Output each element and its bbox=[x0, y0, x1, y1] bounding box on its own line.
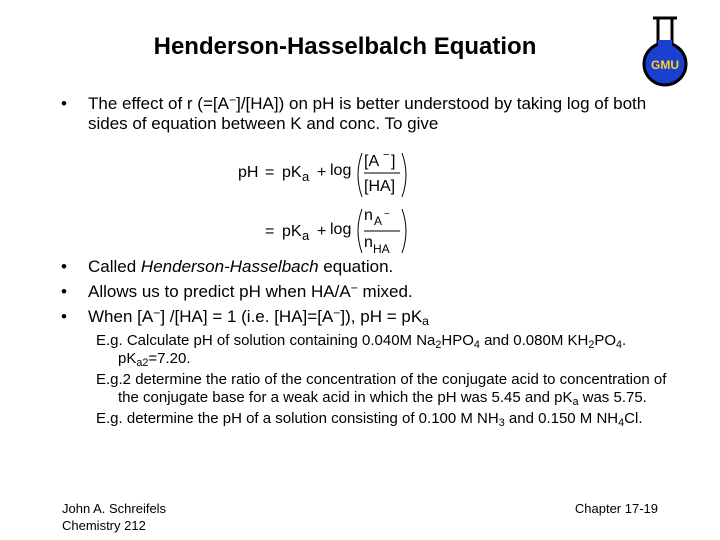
svg-text:=: = bbox=[265, 164, 275, 181]
bullet-item: • The effect of r (=[A−]/[HA]) on pH is better understood by taking log of both sides of equation between K and conc. To give bbox=[56, 94, 676, 134]
henderson-hasselbalch-equation bbox=[230, 145, 430, 257]
logo-text: GMU bbox=[651, 58, 679, 72]
slide-title: Henderson-Hasselbalch Equation bbox=[153, 33, 537, 60]
svg-text:n: n bbox=[364, 234, 373, 251]
svg-text:−: − bbox=[383, 149, 390, 161]
svg-text:a: a bbox=[302, 169, 310, 184]
svg-text:[HA]: [HA] bbox=[364, 178, 396, 195]
bullet-item: • Allows us to predict pH when HA/A− mixed. bbox=[56, 282, 676, 302]
svg-text:+: + bbox=[317, 223, 327, 240]
svg-text:log: log bbox=[330, 221, 352, 238]
svg-text:a: a bbox=[302, 228, 310, 243]
footer-left bbox=[62, 500, 166, 534]
svg-text:A: A bbox=[374, 214, 383, 228]
svg-text:pH: pH bbox=[238, 164, 259, 181]
footer-course: Chemistry 212 bbox=[62, 518, 146, 533]
svg-text:=: = bbox=[265, 223, 275, 240]
svg-text:−: − bbox=[384, 209, 390, 220]
footer-chapter: Chapter 17-19 bbox=[574, 501, 658, 516]
svg-text:HA: HA bbox=[373, 242, 390, 256]
example-item: E.g. determine the pH of a solution consisting of 0.100 M $NH_3$ and 0.150 M $NH_4Cl$. bbox=[96, 410, 643, 429]
example-item: E.g.2 determine the ratio of the concentration of the conjugate acid to concentration of the conjugate base for a weak acid in which the pH was 5.45 and $pK_a$ was 5.75. bbox=[96, 371, 667, 408]
bullet-item: • When [A−] /[HA] = 1 (i.e. [HA]=[A−]), pH = $pK_a$ bbox=[56, 307, 676, 327]
example-item: E.g. Calculate pH of solution containing 0.040M $Na_2HPO_4$ and 0.080M $KH_2PO_4$. $pK_{a2}=7.20$. bbox=[96, 332, 627, 369]
svg-text:n: n bbox=[364, 207, 373, 224]
svg-text:log: log bbox=[330, 162, 352, 179]
svg-text:]: ] bbox=[391, 153, 396, 170]
svg-text:[A: [A bbox=[364, 153, 380, 170]
svg-text:pK: pK bbox=[282, 164, 302, 181]
svg-text:+: + bbox=[317, 164, 327, 181]
example-list bbox=[96, 332, 676, 431]
footer-author: John A. Schreifels bbox=[62, 501, 167, 516]
gmu-flask-logo bbox=[641, 14, 689, 94]
bullet-item: • Called Henderson-Hasselbach equation. bbox=[56, 257, 676, 277]
svg-text:pK: pK bbox=[282, 223, 302, 240]
